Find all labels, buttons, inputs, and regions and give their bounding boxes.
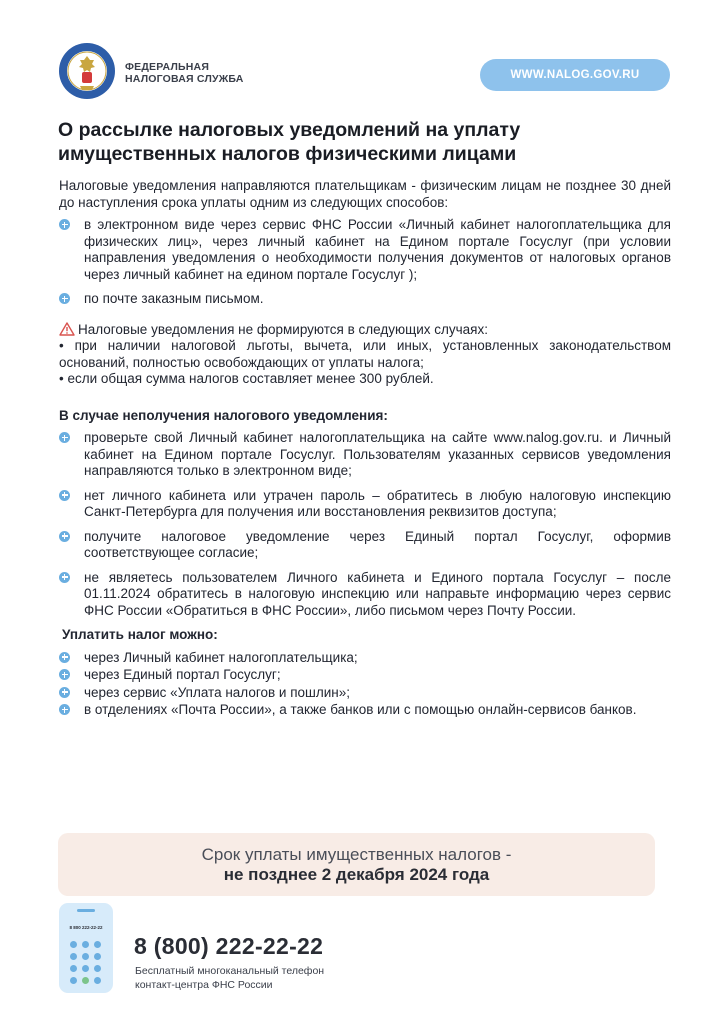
keypad-dot bbox=[70, 953, 77, 960]
deadline-banner bbox=[58, 833, 655, 896]
keypad-dot bbox=[70, 965, 77, 972]
list-item bbox=[59, 529, 671, 562]
plus-bullet-icon bbox=[59, 219, 70, 230]
not-received-list bbox=[59, 430, 671, 619]
list-item bbox=[59, 667, 671, 684]
list-item-text: проверьте свой Личный кабинет налогоплательщика на сайте www.nalog.gov.ru. и Личный кабинет на Едином портале Госуслуг. Пользователям указанных сервисов уведомления направляются только в электронном виде; bbox=[84, 430, 671, 478]
phone-icon bbox=[59, 903, 113, 993]
list-item bbox=[59, 570, 671, 620]
phone-notch bbox=[77, 909, 95, 912]
list-item-text: через Единый портал Госуслуг; bbox=[84, 667, 281, 682]
plus-bullet-icon bbox=[59, 687, 70, 698]
phone-keypad bbox=[70, 941, 102, 984]
org-name-line1: ФЕДЕРАЛЬНАЯ bbox=[125, 61, 210, 73]
page-title bbox=[58, 118, 658, 166]
keypad-dot bbox=[82, 941, 89, 948]
list-item bbox=[59, 702, 671, 719]
keypad-dot bbox=[94, 977, 101, 984]
plus-bullet-icon bbox=[59, 531, 70, 542]
keypad-dot bbox=[70, 941, 77, 948]
list-item-text: получите налоговое уведомление через Единый портал Госуслуг, оформив соответствующее согласие; bbox=[84, 528, 671, 560]
list-item-text: по почте заказным письмом. bbox=[84, 291, 264, 306]
list-item-text: в отделениях «Почта России», а также банков или с помощью онлайн-сервисов банков. bbox=[84, 702, 637, 717]
plus-bullet-icon bbox=[59, 669, 70, 680]
plus-bullet-icon bbox=[59, 432, 70, 443]
list-item-text: через сервис «Уплата налогов и пошлин»; bbox=[84, 684, 350, 700]
deadline-line1: Срок уплаты имущественных налогов - bbox=[201, 845, 512, 864]
keypad-dot bbox=[94, 941, 101, 948]
warning-heading-text: Налоговые уведомления не формируются в следующих случаях: bbox=[78, 321, 488, 337]
hotline-description-line1: Бесплатный многоканальный телефон bbox=[135, 965, 325, 977]
warning-block bbox=[59, 322, 671, 388]
list-item bbox=[59, 685, 671, 702]
org-name-line2: НАЛОГОВАЯ СЛУЖБА bbox=[125, 73, 244, 85]
plus-bullet-icon bbox=[59, 490, 70, 501]
keypad-dot bbox=[94, 953, 101, 960]
payment-heading: Уплатить налог можно: bbox=[62, 627, 218, 642]
keypad-dot bbox=[82, 965, 89, 972]
intro-text: Налоговые уведомления направляются плательщикам - физическим лицам не позднее 30 дней до наступления срока уплаты одним из следующих способов: bbox=[59, 178, 671, 210]
plus-bullet-icon bbox=[59, 293, 70, 304]
deadline-line2: не позднее 2 декабря 2024 года bbox=[223, 865, 490, 884]
plus-bullet-icon bbox=[59, 652, 70, 663]
page-title-line1: О рассылке налоговых уведомлений на уплату bbox=[58, 119, 521, 141]
hotline-description-line2: контакт-центра ФНС России bbox=[135, 979, 273, 991]
main-content bbox=[59, 178, 671, 720]
warning-case: • при наличии налоговой льготы, вычета, или иных, установленных законодательством оснований, полностью освобождающих от уплаты налога; bbox=[59, 338, 671, 370]
list-item bbox=[59, 488, 671, 521]
delivery-methods-list bbox=[59, 217, 671, 308]
list-item bbox=[59, 650, 671, 667]
org-name bbox=[125, 61, 244, 85]
warning-case: • если общая сумма налогов составляет менее 300 рублей. bbox=[59, 371, 434, 386]
phone-screen-number: 8 800 222-22-22 bbox=[69, 925, 103, 930]
list-item bbox=[59, 430, 671, 480]
keypad-dot bbox=[82, 977, 89, 984]
list-item-text: в электронном виде через сервис ФНС России «Личный кабинет налогоплательщика для физических лиц», через личный кабинет на Едином портале Госуслуг (при условии направления уведомления о необходимости получения документов от налоговых органов через личный кабинет на едином портале Госуслуг ); bbox=[84, 217, 671, 282]
keypad-dot bbox=[82, 953, 89, 960]
list-item-text: нет личного кабинета или утрачен пароль – обратитесь в любую налоговую инспекцию Санкт-Петербурга для получения или восстановления реквизитов доступа; bbox=[84, 487, 671, 519]
plus-bullet-icon bbox=[59, 572, 70, 583]
hotline-description bbox=[135, 964, 324, 992]
warning-triangle-icon bbox=[59, 322, 75, 336]
page-title-line2: имущественных налогов физическими лицами bbox=[58, 143, 517, 165]
website-link-button[interactable]: WWW.NALOG.GOV.RU bbox=[480, 59, 670, 91]
list-item-text: не являетесь пользователем Личного кабинета и Единого портала Госуслуг – после 01.11.2024 обратитесь в налоговую инспекцию или направьте информацию через сервис ФНС России «Обратиться в ФНС России», либо письмом через Почту России. bbox=[84, 569, 671, 618]
list-item bbox=[59, 217, 671, 283]
keypad-dot bbox=[94, 965, 101, 972]
payment-list bbox=[59, 650, 671, 719]
plus-bullet-icon bbox=[59, 704, 70, 715]
list-item-text: через Личный кабинет налогоплательщика; bbox=[84, 649, 358, 665]
header bbox=[58, 42, 670, 106]
not-received-heading: В случае неполучения налогового уведомления: bbox=[59, 407, 388, 423]
hotline-phone-number[interactable]: 8 (800) 222-22-22 bbox=[134, 933, 324, 959]
fns-emblem-icon bbox=[58, 42, 116, 100]
warning-heading bbox=[59, 322, 671, 339]
list-item bbox=[59, 291, 671, 308]
keypad-dot bbox=[70, 977, 77, 984]
